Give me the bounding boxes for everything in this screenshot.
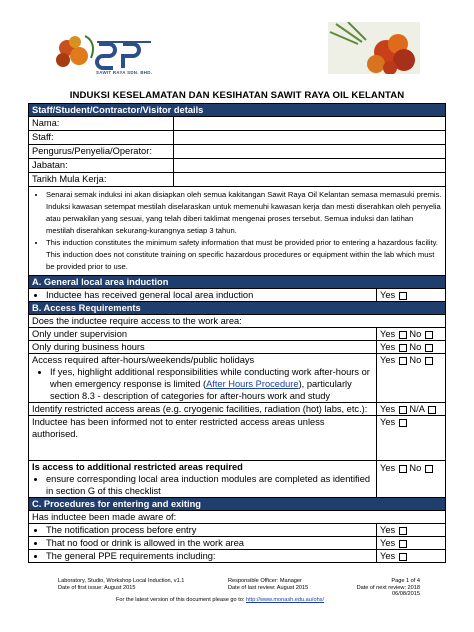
field-label-start-date: Tarikh Mula Kerja: — [29, 173, 174, 187]
restricted-row — [29, 403, 446, 416]
section-a-header — [29, 276, 446, 289]
field-row-staff — [29, 131, 446, 145]
field-row-department — [29, 159, 446, 173]
field-input-start-date[interactable] — [173, 173, 445, 187]
yes-no-options[interactable] — [377, 341, 446, 354]
footer-date: 06/08/2015 — [392, 591, 420, 598]
field-label-nama: Nama: — [29, 117, 174, 131]
company-name: SAWIT RAYA SDN. BHD. — [96, 70, 153, 75]
section-b-header — [29, 302, 446, 315]
checkbox-icon — [399, 331, 407, 339]
checkbox-icon — [399, 527, 407, 535]
checkbox-icon — [425, 331, 433, 339]
checkbox-icon — [399, 357, 407, 365]
checkbox-icon — [399, 344, 407, 352]
checkbox-icon — [399, 419, 407, 427]
informed-row — [29, 416, 446, 461]
yes-label: Yes — [380, 463, 396, 473]
access-label: Only under supervision — [29, 328, 377, 341]
procedure-item: • The notification process before entry — [46, 524, 373, 536]
yes-option[interactable] — [377, 524, 446, 537]
yes-na-options[interactable] — [377, 403, 446, 416]
yes-label: Yes — [380, 355, 396, 365]
document-title: INDUKSI KESELAMATAN DAN KESIHATAN SAWIT RAYA OIL KELANTAN — [69, 90, 405, 101]
section-a-heading: A. General local area induction — [29, 276, 446, 289]
footer-next-review: Date of next review: 2018 — [356, 584, 420, 591]
section-b-question: Does the inductee require access to the work area: — [29, 315, 446, 328]
additional-bullet: • ensure corresponding local area induction modules are completed as identified in section G of this checklist — [46, 473, 373, 497]
details-header — [29, 104, 446, 117]
checkbox-icon — [425, 344, 433, 352]
footer-latest-prefix: For the latest version of this document please go to: — [116, 597, 245, 603]
field-row-nama — [29, 117, 446, 131]
procedure-item: • The general PPE requirements including: — [46, 550, 373, 562]
section-b-heading: B. Access Requirements — [29, 302, 446, 315]
field-input-staff[interactable] — [173, 131, 445, 145]
checkbox-icon — [399, 465, 407, 473]
after-hours-procedure-link[interactable]: After Hours Procedure — [206, 379, 299, 389]
section-c-header — [29, 498, 446, 511]
yes-option[interactable] — [377, 416, 446, 461]
footer-doc-name: Laboratory, Studio, Workshop Local Induction, v1.1 — [58, 578, 185, 584]
field-input-manager[interactable] — [173, 145, 445, 159]
field-label-department: Jabatan: — [29, 159, 174, 173]
yes-option[interactable] — [377, 550, 446, 563]
yes-label: Yes — [380, 551, 396, 561]
afterhours-note: • If yes, highlight additional responsibilities while conducting work after-hours or when emergency response is limited (After Hours Procedure), particularly section 8.3 - description of categories for after-hours work and study — [50, 366, 373, 402]
access-label: Access required after-hours/weekends/public holidays — [32, 355, 255, 365]
induction-form — [28, 103, 446, 563]
access-label: Only during business hours — [29, 341, 377, 354]
informed-label: Inductee has been informed not to enter restricted access areas unless authorised. — [29, 416, 377, 461]
yes-no-options[interactable] — [377, 461, 446, 498]
notes-row — [29, 187, 446, 276]
yes-label: Yes — [380, 342, 396, 352]
checkbox-icon — [425, 465, 433, 473]
procedure-row — [29, 537, 446, 550]
checkbox-icon — [399, 292, 407, 300]
footer-first-issue: Date of first issue: August 2015 — [58, 584, 136, 591]
checkbox-icon — [399, 406, 407, 414]
yes-label: Yes — [380, 329, 396, 339]
section-c-heading: C. Procedures for entering and exiting — [29, 498, 446, 511]
no-label: No — [409, 329, 422, 339]
yes-no-options[interactable] — [377, 354, 446, 403]
yes-label: Yes — [380, 404, 396, 414]
yes-label: Yes — [380, 525, 396, 535]
palm-fruit-image — [328, 22, 420, 74]
no-label: No — [409, 342, 422, 352]
field-row-manager — [29, 145, 446, 159]
field-label-staff: Staff: — [29, 131, 174, 145]
notes-list — [32, 189, 442, 273]
field-label-manager: Pengurus/Penyelia/Operator: — [29, 145, 174, 159]
section-b-question-row — [29, 315, 446, 328]
na-label: N/A — [409, 404, 425, 414]
yes-label: Yes — [380, 417, 396, 427]
procedure-row — [29, 550, 446, 563]
yes-option[interactable] — [377, 537, 446, 550]
no-label: No — [409, 463, 422, 473]
yes-label: Yes — [380, 290, 396, 300]
footer-latest-link[interactable]: http://www.monash.edu.au/ohs/ — [245, 597, 325, 603]
access-row — [29, 354, 446, 403]
access-row — [29, 328, 446, 341]
section-c-question-row — [29, 511, 446, 524]
yes-label: Yes — [380, 538, 396, 548]
footer-officer: Responsible Officer: Manager — [228, 578, 302, 584]
footer-last-review: Date of last review: August 2015 — [228, 584, 309, 591]
checkbox-icon — [399, 553, 407, 561]
procedure-item: • That no food or drink is allowed in the work area — [46, 537, 373, 549]
footer-page-number: Page 1 of 4 — [391, 578, 420, 584]
checkbox-icon — [425, 357, 433, 365]
checkbox-icon — [399, 540, 407, 548]
section-a-item: • Inductee has received general local area induction — [46, 289, 373, 301]
field-input-department[interactable] — [173, 159, 445, 173]
section-a-row — [29, 289, 446, 302]
additional-label: Is access to additional restricted areas required — [32, 462, 243, 472]
additional-row — [29, 461, 446, 498]
details-heading: Staff/Student/Contractor/Visitor details — [29, 104, 446, 117]
yes-no-options[interactable] — [377, 328, 446, 341]
field-input-nama[interactable] — [173, 117, 445, 131]
restricted-label: Identify restricted access areas (e.g. cryogenic facilities, radiation (hot) labs, etc.): — [29, 403, 377, 416]
access-row — [29, 341, 446, 354]
section-c-question: Has inductee been made aware of: — [29, 511, 446, 524]
checkbox-icon — [428, 406, 436, 414]
note-item: • Senarai semak induksi ini akan disiapkan oleh semua kakitangan Sawit Raya Oil Kelantan semasa memasuki premis. Induksi kawasan setempat mestilah diselaraskan untuk memenuhi kawasan kerja dan mesti diserahkan oleh penyelia atau perwakilan yang sesuai, yang telah diberi taklimat mengenai proses tersebut. Semua induksi dan latihan mestilah diserahkan sekurang-kurangnya setiap 3 tahun. — [46, 189, 442, 237]
no-label: No — [409, 355, 422, 365]
procedure-row — [29, 524, 446, 537]
field-row-start-date — [29, 173, 446, 187]
yes-checkbox[interactable] — [377, 289, 446, 302]
note-item: • This induction constitutes the minimum safety information that must be provided prior to entering a hazardous facility. This induction does not constitute training on specific hazardous procedures or equipment within the lab which must be provided prior to use. — [46, 237, 442, 273]
